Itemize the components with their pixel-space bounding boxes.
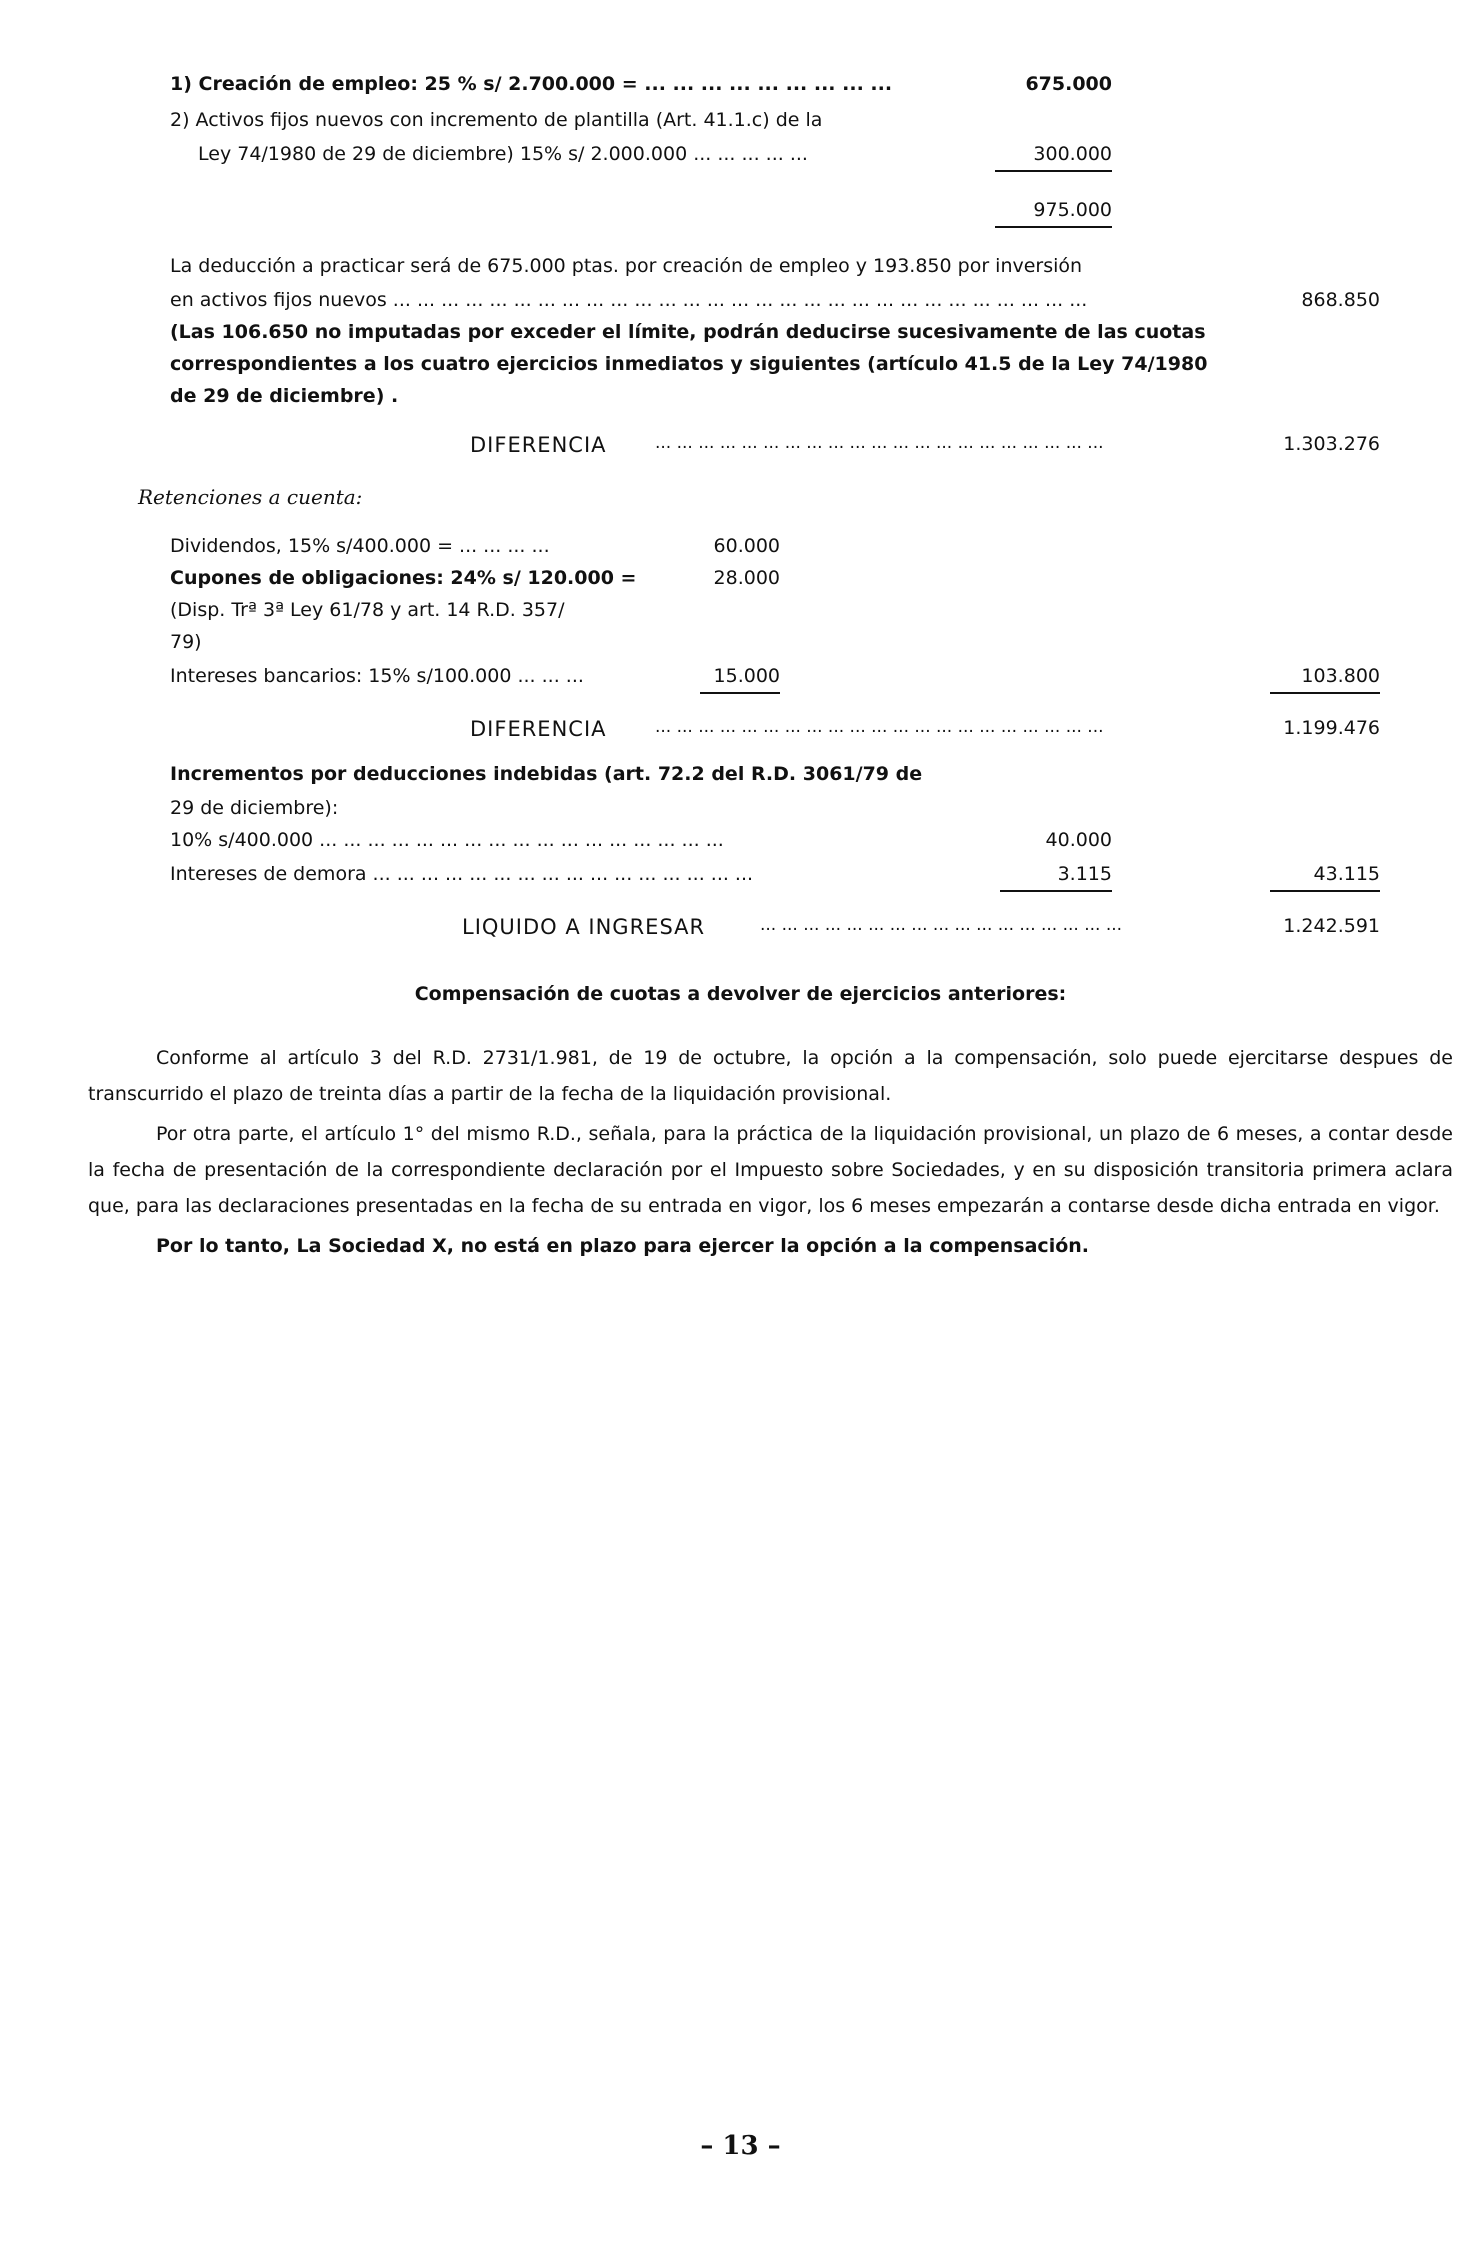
paragraph-1: Conforme al artículo 3 del R.D. 2731/1.981, de 19 de octubre, la opción a la compensación, solo puede ejercitarse despues de transcurrido el plazo de treinta días a partir de la fecha de la liquidación provisional.	[88, 1047, 1453, 1105]
pct-value: 40.000	[1045, 829, 1112, 851]
dividendos-value: 60.000	[713, 535, 780, 557]
subtotal-rule	[995, 170, 1112, 172]
calc-line-1-value: 675.000	[1025, 73, 1112, 95]
paragraph-3: Por lo tanto, La Sociedad X, no está en plazo para ejercer la opción a la compensación.	[156, 1235, 1090, 1257]
intereses-rule	[700, 692, 780, 694]
deduction-value: 868.850	[1301, 289, 1380, 311]
diferencia-2-label: DIFERENCIA	[470, 717, 607, 741]
liquido-dots: ... ... ... ... ... ... ... ... ... ... ... ... ... ... ... ... ...	[760, 915, 1123, 935]
incrementos-line-1: Incrementos por deducciones indebidas (art. 72.2 del R.D. 3061/79 de	[170, 763, 923, 785]
compensacion-heading: Compensación de cuotas a devolver de ejercicios anteriores:	[414, 983, 1067, 1005]
diferencia-2-value: 1.199.476	[1283, 717, 1380, 739]
calc-line-2-value: 300.000	[1033, 143, 1112, 165]
intereses-value: 15.000	[713, 665, 780, 687]
demora-label: Intereses de demora ... ... ... ... ... ... ... ... ... ... ... ... ... ... ... ...	[170, 863, 754, 885]
incrementos-total-rule	[1270, 890, 1380, 892]
demora-rule	[1000, 890, 1112, 892]
calc-line-2a: 2) Activos fijos nuevos con incremento de plantilla (Art. 41.1.c) de la	[170, 109, 823, 131]
incrementos-line-2: 29 de diciembre):	[170, 797, 339, 819]
diferencia-1-label: DIFERENCIA	[470, 433, 607, 457]
deduction-note-3: de 29 de diciembre) .	[170, 385, 399, 407]
demora-value: 3.115	[1057, 863, 1112, 885]
liquido-label: LIQUIDO A INGRESAR	[462, 915, 706, 939]
deduction-line-2: en activos fijos nuevos ... ... ... ... ... ... ... ... ... ... ... ... ... ... ... ... ... ... ... ... ... ... ... ... ... ... ... ... ...	[170, 289, 1088, 311]
incrementos-total: 43.115	[1313, 863, 1380, 885]
calc-line-1: 1) Creación de empleo: 25 % s/ 2.700.000 = ... ... ... ... ... ... ... ... ...	[170, 73, 893, 95]
compensacion-body	[88, 1040, 1453, 1264]
paragraph-2: Por otra parte, el artículo 1° del mismo R.D., señala, para la práctica de la liquidación provisional, un plazo de 6 meses, a contar desde la fecha de presentación de la correspondiente declaración por el Impuesto sobre Sociedades, y en su disposición transitoria primera aclara que, para las declaraciones presentadas en la fecha de su entrada en vigor, los 6 meses empezarán a contarse desde dicha entrada en vigor.	[88, 1123, 1453, 1217]
calc-total: 975.000	[1033, 199, 1112, 221]
retenciones-total-rule	[1270, 692, 1380, 694]
cupones-label: Cupones de obligaciones: 24% s/ 120.000 =	[170, 567, 637, 589]
diferencia-2-dots: ... ... ... ... ... ... ... ... ... ... ... ... ... ... ... ... ... ... ... ... ...	[655, 717, 1104, 737]
deduction-line-1: La deducción a practicar será de 675.000 ptas. por creación de empleo y 193.850 por inversión	[170, 255, 1083, 277]
diferencia-1-dots: ... ... ... ... ... ... ... ... ... ... ... ... ... ... ... ... ... ... ... ... ...	[655, 433, 1104, 453]
page-number: – 13 –	[700, 2131, 781, 2161]
cupones-value: 28.000	[713, 567, 780, 589]
liquido-value: 1.242.591	[1283, 915, 1380, 937]
deduction-note-2: correspondientes a los cuatro ejercicios inmediatos y siguientes (artículo 41.5 de la Ley 74/1980	[170, 353, 1208, 375]
disp-line-2: 79)	[170, 631, 202, 653]
dividendos-label: Dividendos, 15% s/400.000 = ... ... ... ...	[170, 535, 550, 557]
calc-line-2b: Ley 74/1980 de 29 de diciembre) 15% s/ 2.000.000 ... ... ... ... ...	[198, 143, 808, 165]
total-rule	[995, 226, 1112, 228]
retenciones-total: 103.800	[1301, 665, 1380, 687]
disp-line-1: (Disp. Trª 3ª Ley 61/78 y art. 14 R.D. 357/	[170, 599, 565, 621]
retenciones-heading: Retenciones a cuenta:	[138, 485, 363, 509]
intereses-label: Intereses bancarios: 15% s/100.000 ... ... ...	[170, 665, 584, 687]
pct-label: 10% s/400.000 ... ... ... ... ... ... ... ... ... ... ... ... ... ... ... ... ...	[170, 829, 724, 851]
diferencia-1-value: 1.303.276	[1283, 433, 1380, 455]
deduction-note-1: (Las 106.650 no imputadas por exceder el límite, podrán deducirse sucesivamente de las cuotas	[170, 321, 1206, 343]
